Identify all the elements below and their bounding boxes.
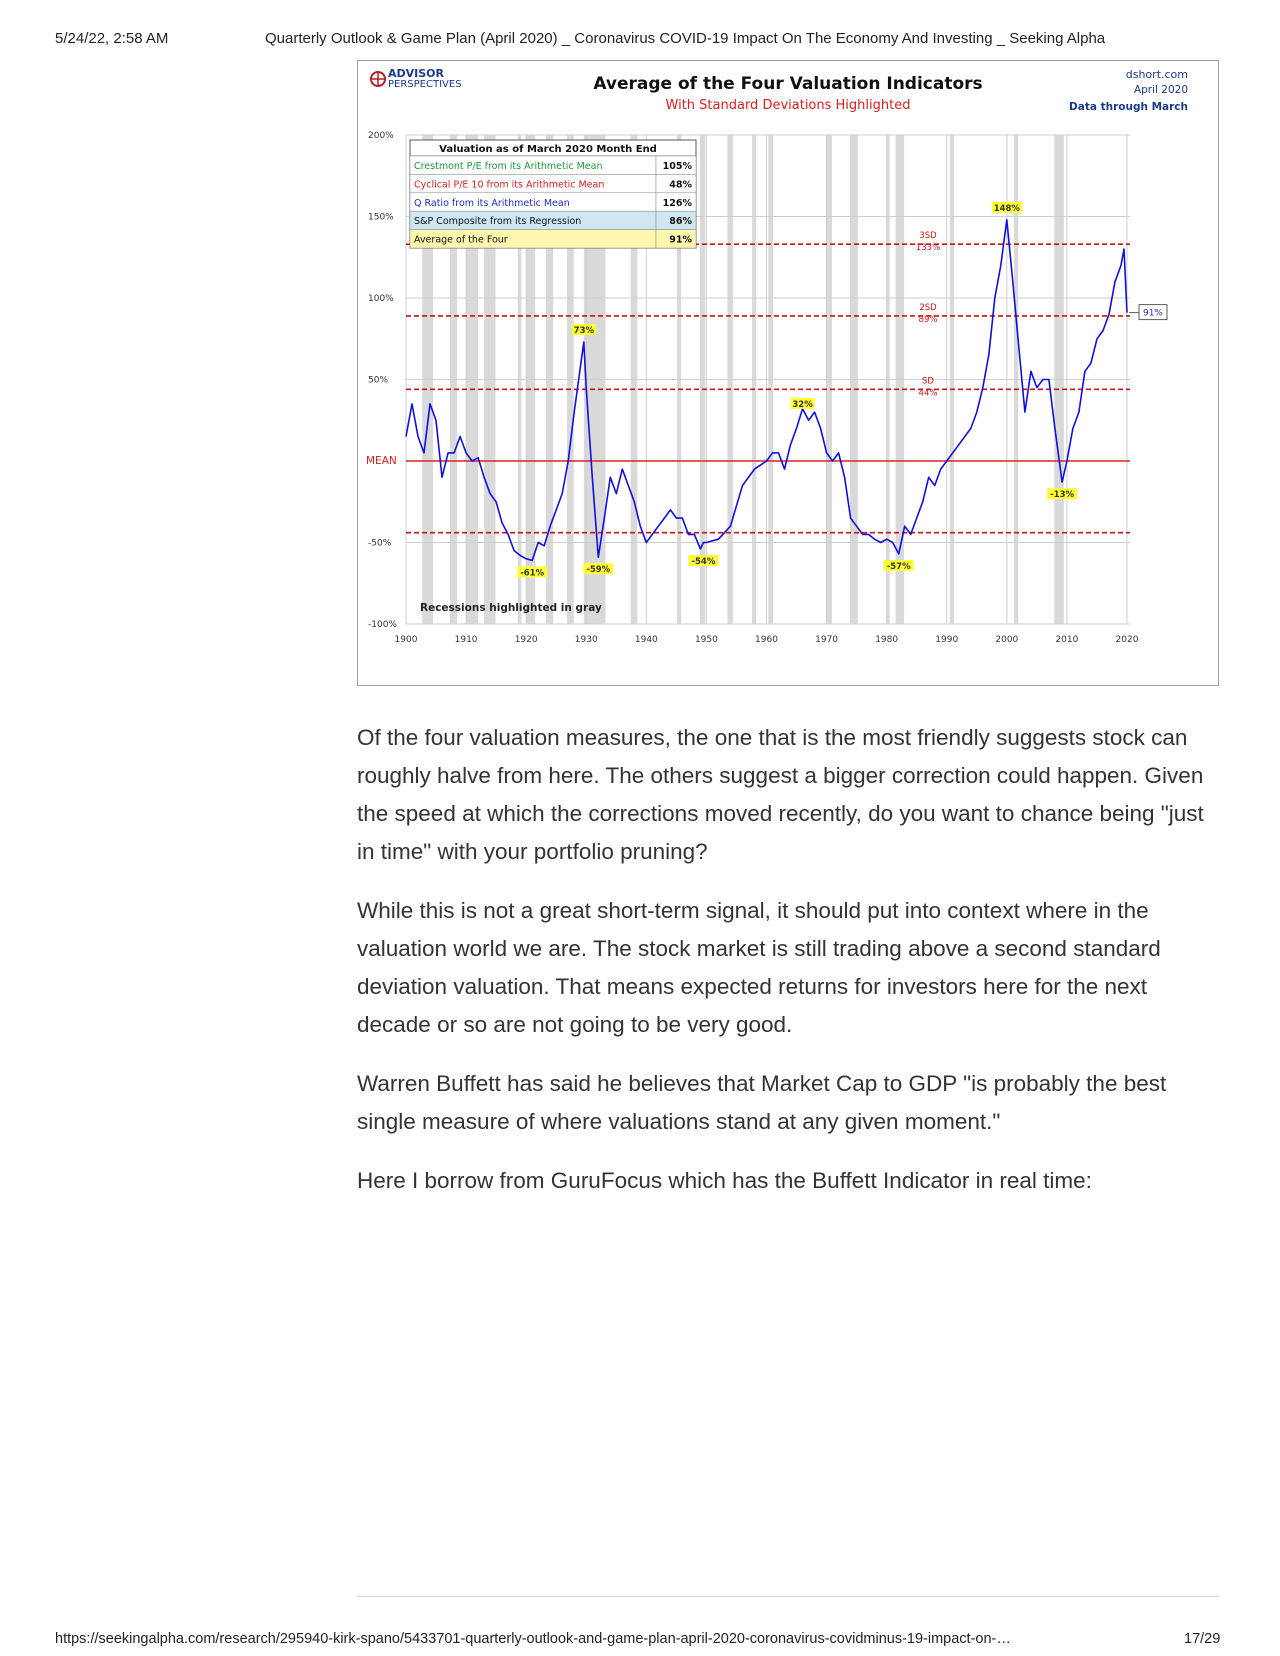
annotation-label: -59% bbox=[586, 565, 611, 576]
table-row-value: 48% bbox=[669, 179, 692, 191]
x-tick-label: 1930 bbox=[574, 635, 598, 645]
sd-label: SD bbox=[922, 376, 934, 387]
table-row-value: 105% bbox=[662, 161, 692, 172]
table-title: Valuation as of March 2020 Month End bbox=[439, 144, 657, 155]
x-tick-label: 2020 bbox=[1115, 635, 1139, 645]
logo-line2: PERSPECTIVES bbox=[388, 79, 462, 90]
y-tick-label: 200% bbox=[368, 131, 394, 141]
table-row-label: Cyclical P/E 10 from its Arithmetic Mean bbox=[414, 179, 605, 191]
valuation-table bbox=[410, 140, 696, 248]
article-paragraph: While this is not a great short-term signal, it should put into context where in the valuation world we are. The stock market is still trading above a second standard deviation valuation. That means expected returns for investors here for the next decade or so are not going to be very good. bbox=[357, 898, 1161, 1037]
valuation-chart bbox=[358, 61, 1218, 685]
y-tick-label: 50% bbox=[368, 375, 389, 386]
x-tick-label: 1920 bbox=[514, 635, 538, 645]
sd-label: 3SD bbox=[919, 231, 937, 242]
table-rows bbox=[410, 156, 696, 248]
x-tick-label: 2000 bbox=[995, 635, 1019, 645]
print-footer-page-number: 17/29 bbox=[1184, 1631, 1221, 1647]
article-paragraph: Of the four valuation measures, the one that is the most friendly suggests stock can roughly halve from here. The others suggest a bigger correction could happen. Given the speed at which the corrections moved recently, do you want to chance being "just in time" with your portfolio pruning? bbox=[357, 725, 1204, 864]
annotation-label: -13% bbox=[1050, 490, 1075, 501]
chart-title: Average of the Four Valuation Indicators bbox=[593, 74, 983, 94]
y-tick-label: -100% bbox=[368, 620, 397, 630]
sd-label-value: 89% bbox=[918, 314, 938, 325]
y-tick-label: 150% bbox=[368, 212, 394, 223]
x-tick-label: 1900 bbox=[394, 635, 418, 645]
print-header-title: Quarterly Outlook & Game Plan (April 2020) _ Coronavirus COVID-19 Impact On The Economy And Investing _ Seeking Alpha bbox=[265, 30, 1106, 47]
annotation-label: -54% bbox=[691, 557, 716, 568]
sd-label-value: 44% bbox=[918, 388, 938, 399]
table-row-value: 126% bbox=[662, 197, 692, 209]
sd-label-value: 133% bbox=[915, 243, 941, 254]
annotation-label: -57% bbox=[886, 561, 911, 572]
x-tick-label: 1940 bbox=[634, 635, 658, 645]
x-tick-label: 1980 bbox=[875, 635, 899, 645]
x-tick-label: 2010 bbox=[1055, 635, 1079, 645]
recessions-note: Recessions highlighted in gray bbox=[420, 602, 602, 614]
footer-divider bbox=[357, 1596, 1219, 1597]
article-paragraph: Here I borrow from GuruFocus which has the Buffett Indicator in real time: bbox=[357, 1168, 1092, 1193]
logo-line1: ADVISOR bbox=[388, 67, 444, 80]
annotation-label: 32% bbox=[792, 399, 813, 410]
x-tick-label: 1910 bbox=[454, 635, 478, 645]
y-tick-label: -50% bbox=[368, 538, 392, 549]
table-row-label: S&P Composite from its Regression bbox=[414, 216, 582, 228]
data-through-label: Data through March bbox=[1069, 101, 1188, 113]
current-value-label: 91% bbox=[1142, 308, 1164, 319]
article-paragraph: Warren Buffett has said he believes that Market Cap to GDP "is probably the best single measure of where valuations stand at any given moment." bbox=[357, 1071, 1167, 1134]
annotation-label: 148% bbox=[993, 203, 1020, 214]
table-row-value: 86% bbox=[669, 216, 692, 228]
x-tick-label: 1950 bbox=[694, 635, 718, 645]
valuation-chart-figure bbox=[357, 60, 1219, 686]
table-row-label: Crestmont P/E from its Arithmetic Mean bbox=[414, 161, 603, 172]
table-row-value: 91% bbox=[669, 234, 692, 246]
x-tick-label: 1960 bbox=[755, 635, 778, 645]
print-footer-url: https://seekingalpha.com/research/295940-kirk-spano/5433701-quarterly-outlook-and-game-plan-april-2020-coronavirus-covidminus-19-impact-on-… bbox=[55, 1631, 1011, 1647]
table-row-label: Average of the Four bbox=[414, 234, 508, 246]
chart-subtitle: With Standard Deviations Highlighted bbox=[665, 98, 911, 113]
source-label: dshort.com bbox=[1125, 68, 1188, 81]
annotation-label: 73% bbox=[573, 326, 595, 337]
sd-label: 2SD bbox=[919, 302, 937, 313]
print-header-date: 5/24/22, 2:58 AM bbox=[55, 30, 169, 47]
mean-label: MEAN bbox=[366, 455, 397, 467]
x-tick-label: 1970 bbox=[815, 635, 839, 645]
table-row-label: Q Ratio from its Arithmetic Mean bbox=[414, 197, 570, 209]
advisor-perspectives-logo bbox=[371, 67, 462, 90]
figure-date: April 2020 bbox=[1133, 84, 1188, 96]
y-tick-label: 100% bbox=[368, 294, 394, 304]
x-tick-label: 1990 bbox=[935, 635, 959, 645]
annotation-label: -61% bbox=[520, 568, 545, 579]
